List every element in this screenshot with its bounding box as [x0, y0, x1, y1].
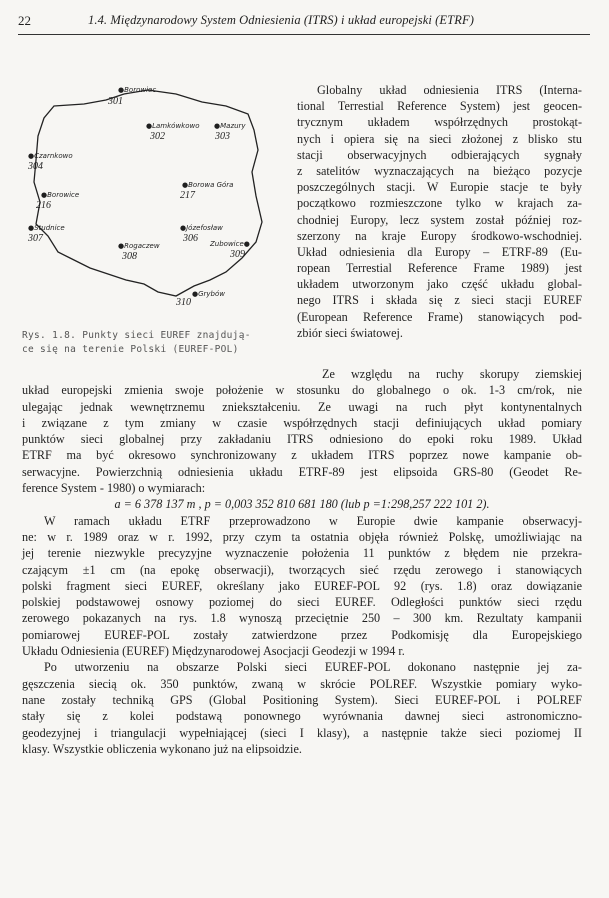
page-header	[18, 12, 590, 35]
station-306-number: 306	[183, 233, 198, 244]
text-line: Ze względu na ruchy skorupy ziemskiej	[322, 367, 582, 381]
text-line: stały się z kolei podstawą ponownego wyrównania dawnej sieci astronomiczno-	[22, 709, 582, 724]
text-line: zerowego pokazanych na rys. 1.8 wynoszą przeciętnie 250 – 300 km. Rezultaty kampanii	[22, 611, 582, 626]
text-line: jej terenie niezwykle precyzyjne wyznaczenie położenia 11 punktów z błędem nie przekra-	[22, 546, 582, 561]
text-line: W ramach układu ETRF przeprowadzono w Europie dwie kampanie obserwacyj-	[44, 513, 582, 528]
text-line: zbiór sieci światowej.	[297, 325, 403, 340]
station-grybow-label: ●Grybów	[192, 290, 226, 298]
station-304-number: 304	[28, 161, 43, 172]
station-mazury-label: ●Mazury	[214, 122, 246, 130]
text-line: Globalny układ odniesienia ITRS (Interna-	[317, 83, 582, 97]
text-line: punktów sieci globalnej przy zakładaniu ITRS odniesiono do epoki roku 1989. Układ	[22, 432, 582, 447]
text-line: i związane z tym zmiany w czasie współrzędnych stacji definiujących układ pomiary	[22, 415, 582, 430]
station-studnice-label: ●Studnice	[28, 224, 65, 232]
text-line: poszczególnych stacji. W Europie stacje te były	[297, 180, 582, 195]
text-line: ne: w r. 1989 oraz w r. 1992, przy czym ta ostatnia objęła również Polskę, umożliwiając na	[22, 529, 582, 544]
station-310-number: 310	[176, 297, 191, 308]
text-line: trycznym układem współrzędnych prostokąt-	[297, 115, 582, 130]
station-216-number: 216	[36, 200, 51, 211]
station-zubowice-label: Zubowice●	[210, 240, 250, 248]
station-309-number: 309	[230, 249, 245, 260]
page-number: 22	[18, 13, 31, 28]
body-text	[22, 366, 582, 757]
text-line: szerzony na kraje Europy środkowo-wschodniej.	[297, 228, 582, 243]
text-line: polski fragment sieci EUREF, określany jako EUREF-POL 92 (rys. 1.8) oraz dowiązanie	[22, 578, 582, 593]
text-line: Po utworzeniu na obszarze Polski sieci EUREF-POL dokonano następnie jej za-	[44, 660, 582, 675]
text-line: ference System - 1980) o wymiarach:	[22, 481, 206, 496]
text-line: klasy. Wszystkie obliczenia wykonano już na elipsoidzie.	[22, 741, 302, 756]
text-line: ulegając jednak wewnętrznemu zniekształceniu. Ze uwagi na ruch płyt kontynentalnych	[22, 399, 582, 414]
text-line: gęszczenia siecią ok. 350 punktów, zwaną w skrócie POLREF. Wszystkie pomiary wyko-	[22, 676, 582, 691]
station-lamkowkowo-label: ●Lamkówkowo	[146, 122, 200, 130]
text-line: ropean Terrestial Reference Frame 1989) jest	[297, 261, 582, 276]
text-line: nego ITRS i składa się z sieci stacji EUREF	[297, 293, 582, 308]
text-line: ETRF ma być okresowo synchronizowany z układem ITRS poprzez nowe kampanie ob-	[22, 448, 582, 463]
ellipsoid-formula: a = 6 378 137 m , p = 0,003 352 810 681 180 (lub p =1:298,257 222 101 2).	[114, 497, 490, 512]
text-line: pomiarowej EUREF-POL zostały zatwierdzone przez Podkomisję dla Europejskiego	[22, 627, 582, 642]
text-line: czającym ±1 cm (na epokę obserwacji), tworzących sieć rzędu zerowego i stanowiących	[22, 562, 582, 577]
text-line: nane zostały techniką GPS (Global Positioning System). Sieci EUREF-POL i POLREF	[22, 692, 582, 707]
text-line: stacji obserwacyjnych odbierających sygnały	[297, 147, 582, 162]
text-line: Układ odniesienia dla Europy – ETRF-89 (Eu-	[297, 244, 582, 259]
station-czarnkowo-label: ●Czarnkowo	[28, 152, 73, 160]
station-rogaczew-label: ●Rogaczew	[118, 242, 160, 250]
text-line: układem utworzonym jako część układu global-	[297, 277, 582, 292]
text-line: geodezyjnej i triangulacji wypełniającej (sieci I klasy), a następnie także sieci poziomej II	[22, 725, 582, 740]
text-line: początkowo rozmieszczone tylko w krajach za-	[297, 196, 582, 211]
figure-caption	[22, 329, 277, 357]
text-line: chodniej Europy, lecz system został później roz-	[297, 212, 582, 227]
text-line: nych i opiera się na sieci złożonej z blisko stu	[297, 131, 582, 146]
euref-map-figure	[26, 84, 274, 308]
station-borowa-gora-label: ●Borowa Góra	[182, 181, 234, 189]
station-217-number: 217	[180, 190, 195, 201]
station-jozefoslaw-label: ●Józefosław	[180, 224, 223, 232]
running-title: 1.4. Międzynarodowy System Odniesienia (ITRS) i układ europejski (ETRF)	[88, 13, 474, 27]
station-301-number: 301	[108, 96, 123, 107]
text-line: serwacyjne. Powierzchnią odniesienia układu ETRF-89 jest elipsoida GRS-80 (Geodet Re-	[22, 464, 582, 479]
station-302-number: 302	[150, 131, 165, 142]
right-column-text	[297, 82, 582, 341]
caption-line: ce się na terenie Polski (EUREF-POL)	[22, 344, 239, 355]
text-line: Układu Odniesienia (EUREF) Międzynarodowej Asocjacji Geodezji w 1994 r.	[22, 644, 405, 659]
station-307-number: 307	[28, 233, 43, 244]
station-borowiec-label: ●Borowiec	[118, 86, 157, 94]
station-308-number: 308	[122, 251, 137, 262]
text-line: (European Reference Frame) stanowiących pod-	[297, 309, 582, 324]
text-line: tional Terrestial Reference System) jest geocen-	[297, 99, 582, 114]
text-line: układ europejski zmienia swoje położenie w stosunku do globalnego o ok. 1-3 cm/rok, nie	[22, 383, 582, 398]
station-borowice-label: ●Borowice	[41, 191, 80, 199]
text-line: polskiej podstawowej osnowy poziomej do sieci EUREF. Odległości punktów sieci rzędu	[22, 595, 582, 610]
text-line: z satelitów wyznaczających na bieżąco pozycje	[297, 163, 582, 178]
caption-line: Rys. 1.8. Punkty sieci EUREF znajdują-	[22, 330, 251, 341]
station-303-number: 303	[215, 131, 230, 142]
